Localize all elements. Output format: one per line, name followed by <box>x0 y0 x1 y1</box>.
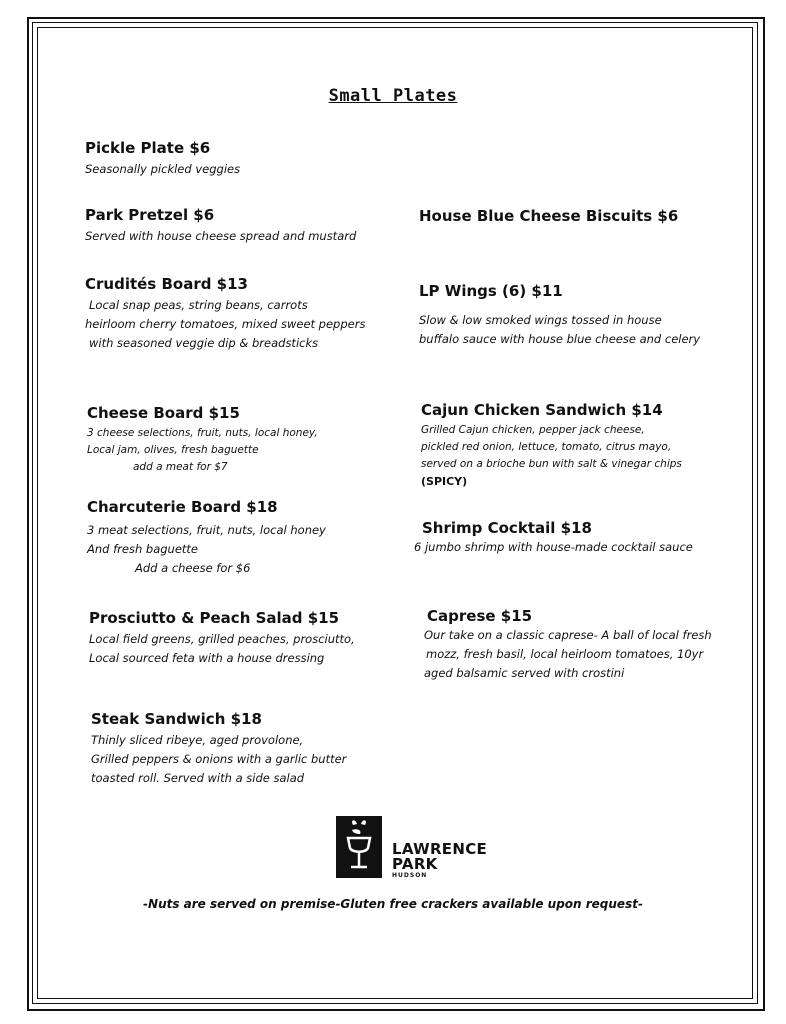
item-name: LP Wings (6) $11 <box>419 282 563 300</box>
menu-item-shrimp-cocktail <box>414 518 693 557</box>
item-name: Prosciutto & Peach Salad $15 <box>89 609 340 627</box>
menu-item-crudites-board <box>85 274 365 353</box>
item-desc: 6 jumbo shrimp with house-made cocktail sauce <box>414 540 693 554</box>
item-desc: Local field greens, grilled peaches, prosciutto, <box>89 632 355 646</box>
spicy-tag: (SPICY) <box>421 475 468 488</box>
menu-item-charcuterie-board <box>87 497 326 578</box>
item-desc: with seasoned veggie dip & breadsticks <box>89 336 319 350</box>
menu-item-blue-cheese-biscuits <box>419 206 678 226</box>
item-desc: 3 cheese selections, fruit, nuts, local honey, <box>87 427 318 439</box>
item-name: Shrimp Cocktail $18 <box>422 519 592 537</box>
item-desc: Local snap peas, string beans, carrots <box>89 298 308 312</box>
item-desc: toasted roll. Served with a side salad <box>91 771 305 785</box>
item-desc: Local jam, olives, fresh baguette <box>87 444 259 456</box>
footer-note: -Nuts are served on premise-Gluten free crackers available upon request- <box>143 897 643 911</box>
logo-line-2: PARK <box>392 855 438 873</box>
menu-title: Small Plates <box>328 86 458 106</box>
logo-line-1: LAWRENCE <box>392 840 488 858</box>
item-name: Steak Sandwich $18 <box>91 710 262 728</box>
logo-mark <box>336 816 382 878</box>
item-desc: Local sourced feta with a house dressing <box>89 651 325 665</box>
item-name: Cheese Board $15 <box>87 404 240 422</box>
item-name: Pickle Plate $6 <box>85 139 211 157</box>
item-desc: Add a cheese for $6 <box>135 561 251 575</box>
item-desc: buffalo sauce with house blue cheese and celery <box>419 332 701 346</box>
item-desc: heirloom cherry tomatoes, mixed sweet peppers <box>85 317 366 331</box>
menu-item-park-pretzel <box>85 205 356 246</box>
item-name: House Blue Cheese Biscuits $6 <box>419 207 679 225</box>
logo-text <box>392 842 487 880</box>
item-desc: Seasonally pickled veggies <box>85 162 241 176</box>
item-desc: Grilled peppers & onions with a garlic butter <box>91 752 347 766</box>
menu-item-cajun-chicken-sandwich <box>421 400 682 490</box>
item-desc: Grilled Cajun chicken, pepper jack cheese, <box>421 424 645 436</box>
menu-item-lp-wings <box>419 281 700 349</box>
menu-item-pickle-plate <box>85 138 240 179</box>
item-name: Cajun Chicken Sandwich $14 <box>421 401 663 419</box>
item-desc: Served with house cheese spread and mustard <box>85 229 357 243</box>
menu-item-cheese-board <box>87 403 318 475</box>
wine-glass-leaf-icon <box>336 816 382 878</box>
menu-item-steak-sandwich <box>91 709 346 788</box>
item-desc: And fresh baguette <box>87 542 199 556</box>
item-desc: pickled red onion, lettuce, tomato, citrus mayo, <box>421 441 672 453</box>
item-desc: served on a brioche bun with salt & vinegar chips <box>421 458 682 470</box>
item-desc: mozz, fresh basil, local heirloom tomatoes, 10yr <box>426 647 704 661</box>
item-desc: Our take on a classic caprese- A ball of local fresh <box>424 628 712 642</box>
item-desc: Slow & low smoked wings tossed in house <box>419 313 662 327</box>
menu-item-prosciutto-peach-salad <box>89 608 355 668</box>
item-desc: 3 meat selections, fruit, nuts, local honey <box>87 523 326 537</box>
item-name: Park Pretzel $6 <box>85 206 215 224</box>
item-desc: add a meat for $7 <box>133 461 228 473</box>
lawrence-park-logo <box>336 816 496 880</box>
logo-line-3: HUDSON <box>392 872 428 879</box>
item-name: Caprese $15 <box>427 607 533 625</box>
item-name: Crudités Board $13 <box>85 275 248 293</box>
menu-item-caprese <box>424 606 712 683</box>
item-desc: aged balsamic served with crostini <box>424 666 625 680</box>
item-name: Charcuterie Board $18 <box>87 498 278 516</box>
item-desc: Thinly sliced ribeye, aged provolone, <box>91 733 304 747</box>
